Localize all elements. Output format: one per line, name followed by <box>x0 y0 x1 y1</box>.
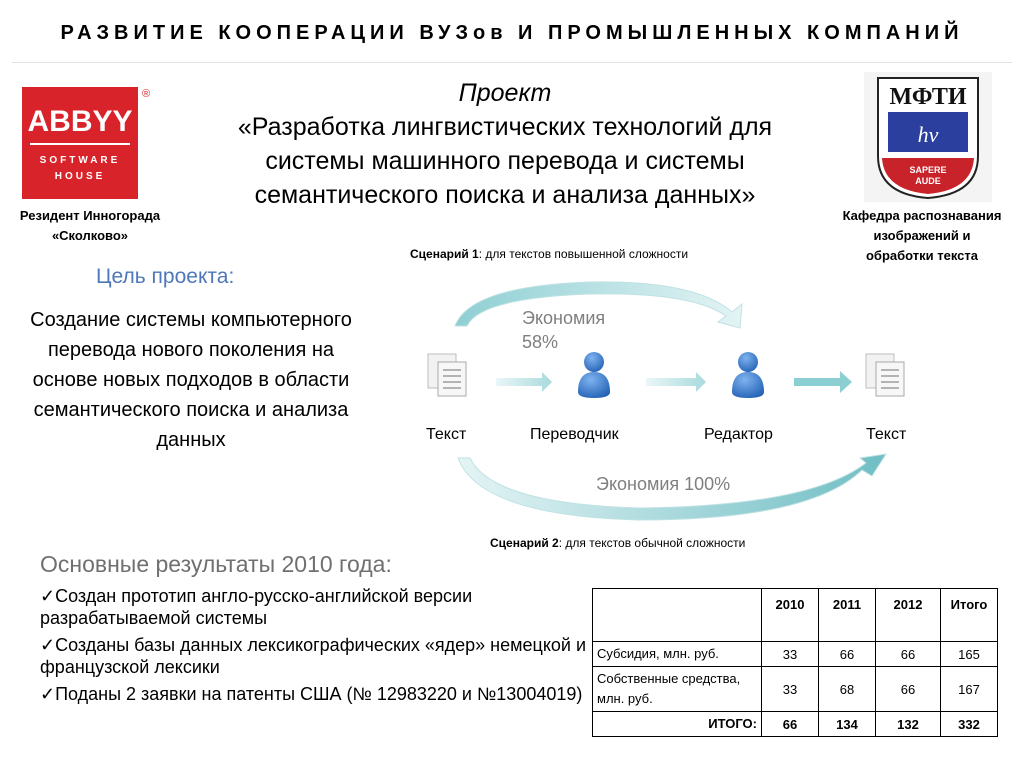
goal-text: Создание системы компьютерного перевода нового поколения на основе новых подходов в области семантического поиска и анализа данных <box>30 309 352 451</box>
table-row <box>593 667 998 712</box>
flow-arrow <box>646 372 706 392</box>
scenario-2-desc: : для текстов обычной сложности <box>558 536 746 550</box>
economy-58-label: Экономия <box>522 308 606 328</box>
abbyy-caption-line2: «Сколково» <box>51 228 129 243</box>
economy-58 <box>522 306 605 354</box>
person-icon <box>732 352 764 398</box>
table-row <box>593 642 998 667</box>
results-title: Основные результаты 2010 года: <box>40 551 392 577</box>
table-cell: 66 <box>819 642 876 667</box>
table-total-cell: 66 <box>762 712 819 737</box>
table-header-cell: 2011 <box>819 589 876 642</box>
mfti-logo <box>864 72 992 202</box>
abbyy-logo-word: ABBYY <box>27 105 133 138</box>
node-label-translator: Переводчик <box>530 426 619 443</box>
node-label-text-result: Текст <box>866 426 907 443</box>
scenario-2-label: Сценарий 2 <box>490 536 559 550</box>
table-header-cell: 2012 <box>876 589 941 642</box>
table-row-label: Субсидия, млн. руб. <box>593 642 762 667</box>
flow-arrow <box>496 372 552 392</box>
mfti-logo-title: МФТИ <box>889 84 967 110</box>
abbyy-logo-reg: ® <box>141 88 151 100</box>
project-name-line1: «Разработка лингвистических технологий для <box>237 113 773 141</box>
flow-arrow <box>794 371 852 393</box>
table-cell: 165 <box>941 642 998 667</box>
results-list <box>40 585 600 710</box>
table-header-cell: Итого <box>941 589 998 642</box>
scenario-1-caption <box>410 247 688 261</box>
mfti-caption-line1: Кафедра распознавания <box>842 208 1002 223</box>
document-icon <box>428 354 466 396</box>
table-total-row <box>593 712 998 737</box>
table-total-cell: 332 <box>941 712 998 737</box>
scenario-1-label: Сценарий 1 <box>410 247 479 261</box>
table-cell: 167 <box>941 667 998 712</box>
abbyy-logo-house: HOUSE <box>54 171 106 182</box>
mfti-logo-sapere: SAPERE <box>909 165 947 175</box>
economy-100: Экономия 100% <box>596 474 731 494</box>
document-icon <box>866 354 904 396</box>
abbyy-logo <box>22 83 152 201</box>
project-name-line3: семантического поиска и анализа данных» <box>254 181 756 209</box>
node-label-editor: Редактор <box>704 426 773 443</box>
table-header-cell <box>593 589 762 642</box>
table-header-row <box>593 589 998 642</box>
header-divider <box>12 62 1012 63</box>
economy-58-value: 58% <box>522 332 559 352</box>
result-item: ✓Поданы 2 заявки на патенты США (№ 12983220 и №13004019) <box>40 684 583 704</box>
header-title: РАЗВИТИЕ КООПЕРАЦИИ ВУЗов И ПРОМЫШЛЕННЫХ КОМПАНИЙ <box>60 22 964 44</box>
mfti-caption-line2: изображений и <box>873 228 971 243</box>
table-cell: 33 <box>762 667 819 712</box>
project-label: Проект <box>458 79 552 107</box>
project-title <box>170 76 840 212</box>
abbyy-caption <box>10 206 170 246</box>
abbyy-logo-software: SOFTWARE <box>39 155 121 166</box>
node-label-text-source: Текст <box>426 426 467 443</box>
mfti-caption-line3: обработки текста <box>865 248 979 263</box>
table-total-label: ИТОГО: <box>593 712 762 737</box>
table-cell: 33 <box>762 642 819 667</box>
abbyy-caption-line1: Резидент Инногорада <box>19 208 161 223</box>
table-cell: 66 <box>876 667 941 712</box>
project-name-line2: системы машинного перевода и системы <box>265 147 745 175</box>
funding-table <box>592 588 998 737</box>
table-cell: 66 <box>876 642 941 667</box>
mfti-logo-mid: hv <box>917 122 939 147</box>
goal-title: Цель проекта: <box>96 265 235 288</box>
mfti-logo-aude: AUDE <box>915 176 941 186</box>
result-item: ✓Создан прототип англо-русско-английской версии разрабатываемой системы <box>40 586 473 628</box>
table-total-cell: 134 <box>819 712 876 737</box>
person-icon <box>578 352 610 398</box>
mfti-caption <box>824 206 1020 266</box>
result-item: ✓Созданы базы данных лексикографических «ядер» немецкой и французской лексики <box>40 635 587 677</box>
table-header-cell: 2010 <box>762 589 819 642</box>
table-total-cell: 132 <box>876 712 941 737</box>
scenario-1-desc: : для текстов повышенной сложности <box>478 247 689 261</box>
table-cell: 68 <box>819 667 876 712</box>
table-row-label: Собственные средства, млн. руб. <box>593 667 762 712</box>
scenario-2-caption <box>490 536 745 550</box>
